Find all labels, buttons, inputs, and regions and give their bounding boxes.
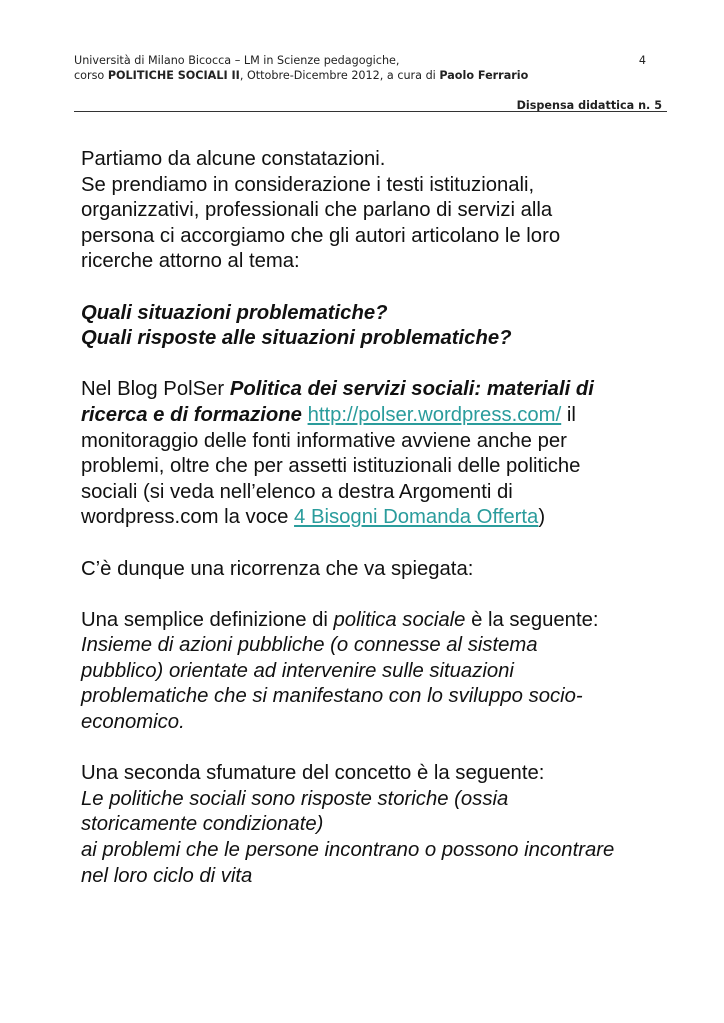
recurrence-paragraph: C’è dunque una ricorrenza che va spiegata: bbox=[81, 557, 474, 580]
blog-paragraph: Nel Blog PolSer Politica dei servizi sociali: materiali di ricerca e di formazione http://polser.wordpress.com/ il monitoraggio delle fonti informative avviene anche per problemi, oltre che per assetti istituzionali delle politiche sociali (si veda nell’elenco a destra Argomenti di wordpress.com la voce 4 Bisogni Domanda Offerta) bbox=[81, 378, 594, 529]
page-header bbox=[74, 53, 668, 112]
blog-url-link[interactable]: http://polser.wordpress.com/ bbox=[307, 403, 562, 426]
questions-paragraph bbox=[81, 301, 681, 352]
intro-paragraph: Partiamo da alcune constatazioni. Se prendiamo in considerazione i testi istituzionali, organizzativi, professionali che parlano di servizi alla persona ci accorgiamo che gli autori articolano le loro ricerche attorno al tema: bbox=[81, 148, 561, 273]
second-definition-paragraph: Una seconda sfumature del concetto è la seguente: Le politiche sociali sono risposte storiche (ossia storicamente condizionate) ai problemi che le persone incontrano o possono incontrare nel loro ciclo di vita bbox=[81, 762, 615, 887]
page-number: 4 bbox=[638, 54, 646, 67]
header-university: Università di Milano Bicocca – LM in Scienze pedagogiche, bbox=[74, 54, 400, 67]
question: Quali risposte alle situazioni problematiche? bbox=[81, 327, 512, 350]
course-name: POLITICHE SOCIALI II bbox=[107, 69, 240, 82]
header-divider bbox=[74, 111, 667, 112]
handout-label: Dispensa didattica n. 5 bbox=[516, 99, 662, 112]
category-link[interactable]: 4 Bisogni Domanda Offerta bbox=[294, 506, 539, 529]
document-body bbox=[81, 147, 681, 915]
definition-paragraph: Una semplice definizione di politica sociale è la seguente: Insieme di azioni pubbliche (o connesse al sistema pubblico) orientate ad intervenire sulle situazioni problematiche che si manifestano con lo sviluppo socio- economico. bbox=[81, 608, 599, 734]
header-course-line: corso POLITICHE SOCIALI II, Ottobre-Dicembre 2012, a cura di Paolo Ferrario bbox=[74, 69, 529, 82]
question: Quali situazioni problematiche? bbox=[81, 301, 388, 324]
author-name: Paolo Ferrario bbox=[439, 69, 529, 82]
